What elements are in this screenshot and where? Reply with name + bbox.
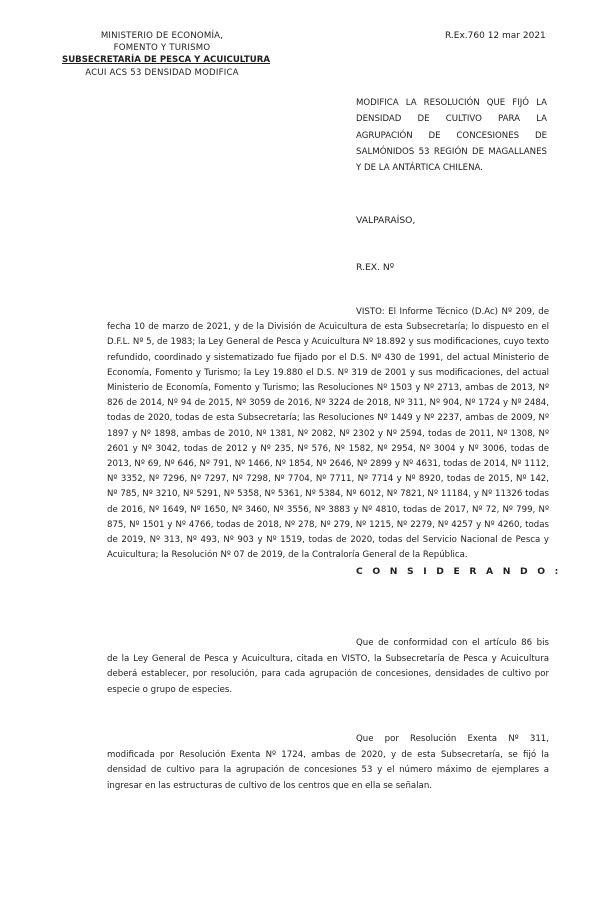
file-code: ACUI ACS 53 DENSIDAD MODIFICA — [85, 67, 239, 78]
ministry-name-cont: FOMENTO Y TURISMO — [113, 43, 211, 54]
considerando-paragraph-2: Que por Resolución Exenta Nº 311, modificada por Resolución Exenta Nº 1724, ambas de 2020, y de esta Subsecretaría, se fijó la densidad de cultivo para la agrupación de concesiones 53 y el número máximo de ejemplares a ingresar en las estructuras de cultivo de los centros que en ella se señalan. — [107, 734, 549, 791]
considerando-heading: C O N S I D E R A N D O : — [356, 566, 562, 577]
ministry-name: MINISTERIO DE ECONOMÍA, — [100, 31, 224, 41]
undersecretariat-name: SUBSECRETARÍA DE PESCA Y ACUICULTURA — [62, 55, 270, 66]
resolution-reference: R.Ex.760 12 mar 2021 — [445, 31, 546, 41]
visto-paragraph: VISTO: El Informe Técnico (D.Ac) Nº 209, de fecha 10 de marzo de 2021, y de la División de Acuicultura de esta Subsecretaría; lo dispuesto en el D.F.L. Nº 5, de 1983; la Ley General de Pesca y Acuicultura Nº 18.892 y sus modificaciones, cuyo texto refundido, coordinado y sistematizado fue fijado por el D.S. Nº 430 de 1991, del actual Ministerio de Economía, Fomento y Turismo; la Ley 19.880 el D.S. Nº 319 de 2001 y sus modificaciones, del actual Ministerio de Economía, Fomento y Turismo; las Resoluciones Nº 1503 y Nº 2713, ambas de 2013, Nº 826 de 2014, Nº 94 de 2015, Nº 3059 de 2016, Nº 3224 de 2018, Nº 311, Nº 904, Nº 1724 y Nº 2484, todas de 2020, todas de esta Subsecretaría; las Resoluciones Nº 1449 y Nº 2237, ambas de 2009, Nº 1897 y Nº 1898, ambas de 2010, Nº 1381, Nº 2082, Nº 2302 y Nº 2594, todas de 2011, Nº 1308, Nº 2601 y Nº 3042, todas de 2012 y Nº 235, Nº 576, Nº 1582, Nº 2954, Nº 3004 y Nº 3006, todas de 2013, Nº 69, Nº 646, Nº 791, Nº 1466, Nº 1854, Nº 2646, Nº 2899 y Nº 4631, todas de 2014, Nº 1112, Nº 3352, Nº 7296, Nº 7297, Nº 7298, Nº 7704, Nº 7711, Nº 7714 y Nº 8920, todas de 2015, Nº 142, Nº 785, Nº 3210, Nº 5291, Nº 5358, Nº 5361, Nº 5384, Nº 6012, Nº 7821, Nº 11184, y Nº 11326 todas de 2016, Nº 1649, Nº 1650, Nº 3460, Nº 3556, Nº 3883 y Nº 4810, todas de 2017, Nº 72, Nº 799, Nº 875, Nº 1501 y Nº 4766, todas de 2018, Nº 278, Nº 279, Nº 1215, Nº 2279, Nº 4257 y Nº 4260, todas de 2019, Nº 313, Nº 493, Nº 903 y Nº 1519, todas de 2020, todas del Servicio Nacional de Pesca y Acuicultura; la Resolución Nº 07 de 2019, de la Contraloría General de la República. — [107, 307, 549, 561]
subject-block: MODIFICA LA RESOLUCIÓN QUE FIJÓ LA DENSIDAD DE CULTIVO PARA LA AGRUPACIÓN DE CONCESIONES DE SALMÓNIDOS 53 REGIÓN DE MAGALLANES Y DE LA ANTÁRTICA CHILENA. — [356, 98, 547, 174]
place-label: VALPARAÍSO, — [356, 215, 416, 226]
considerando-paragraph-1: Que de conformidad con el artículo 86 bis de la Ley General de Pesca y Acuicultura, citada en VISTO, la Subsecretaría de Pesca y Acuicultura deberá establecer, por resolución, para cada agrupación de concesiones, densidades de cultivo por especie o grupo de especies. — [107, 638, 549, 695]
letterhead — [62, 30, 270, 79]
resolution-number-label: R.EX. Nº — [356, 262, 395, 273]
